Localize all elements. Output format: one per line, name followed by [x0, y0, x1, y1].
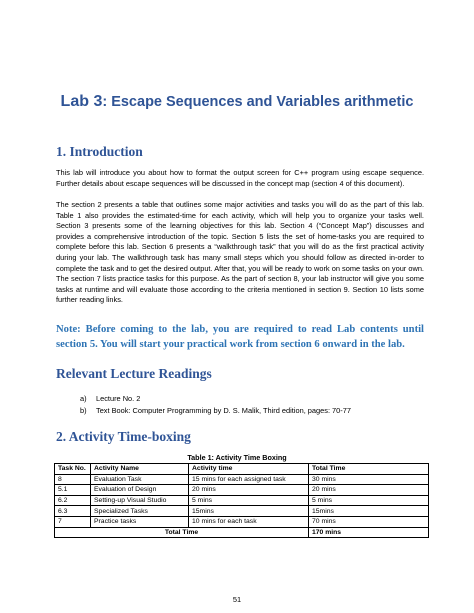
activity-name-cell: Evaluation of Design — [91, 485, 189, 496]
task-no-cell: 7 — [55, 516, 91, 527]
activity-name-cell: Practice tasks — [91, 516, 189, 527]
lab-title-text: : Escape Sequences and Variables arithmetic — [102, 94, 414, 110]
table-row — [55, 506, 429, 517]
table-row — [55, 474, 429, 485]
introduction-paragraph-1: This lab will introduce you about how to format the output screen for C++ program using escape sequence. Further details about escape sequences will be discussed in the concept map (section 4 of this document). — [56, 168, 424, 188]
table-caption: Table 1: Activity Time Boxing — [187, 453, 287, 462]
activity-time-cell: 15mins — [189, 506, 309, 517]
task-no-cell: 6.3 — [55, 506, 91, 517]
activity-time-cell: 5 mins — [189, 495, 309, 506]
task-no-cell: 5.1 — [55, 485, 91, 496]
readings-heading: Relevant Lecture Readings — [56, 366, 212, 381]
activity-time-cell: 20 mins — [189, 485, 309, 496]
table-row — [55, 485, 429, 496]
time-boxing-heading: 2. Activity Time-boxing — [56, 429, 191, 444]
activity-time-cell: 10 mins for each task — [189, 516, 309, 527]
total-time-cell: 20 mins — [309, 485, 429, 496]
total-time-value: 170 mins — [309, 527, 429, 538]
total-time-cell: 5 mins — [309, 495, 429, 506]
activity-time-cell: 15 mins for each assigned task — [189, 474, 309, 485]
total-time-cell: 15mins — [309, 506, 429, 517]
table-row — [55, 495, 429, 506]
activity-name-cell: Specialized Tasks — [91, 506, 189, 517]
table-header-row — [55, 464, 429, 475]
readings-list — [80, 393, 351, 416]
header-activity-time: Activity time — [189, 464, 309, 475]
page-number: 51 — [232, 595, 242, 604]
total-time-label: Total Time — [55, 527, 309, 538]
lab-note: Note: Before coming to the lab, you are required to read Lab contents until section 5. You will start your practical work from section 6 onward in the lab. — [56, 324, 424, 350]
activity-time-table — [54, 463, 429, 538]
list-item — [80, 393, 351, 405]
header-activity-name: Activity Name — [91, 464, 189, 475]
total-time-cell: 70 mins — [309, 516, 429, 527]
activity-name-cell: Evaluation Task — [91, 474, 189, 485]
table-total-row — [55, 527, 429, 538]
introduction-heading: 1. Introduction — [56, 144, 143, 159]
lab-number: Lab 3 — [60, 93, 103, 110]
lab-title — [0, 93, 474, 111]
header-task-no: Task No. — [55, 464, 91, 475]
activity-name-cell: Setting-up Visual Studio — [91, 495, 189, 506]
list-item — [80, 405, 351, 417]
total-time-cell: 30 mins — [309, 474, 429, 485]
list-item-text: Text Book: Computer Programming by D. S. Malik, Third edition, pages: 70-77 — [96, 405, 351, 415]
list-item-text: Lecture No. 2 — [96, 394, 141, 403]
task-no-cell: 8 — [55, 474, 91, 485]
introduction-paragraph-2: The section 2 presents a table that outlines some major activities and tasks you will do as the part of this lab. Table 1 also provides the estimated-time for each activity, which will help you to organize your tasks well. Section 3 presents some of the learning objectives for this lab. Section 4 (“Concept Map”) discusses and provides a comprehensive introduction of the topic. Section 5 lists the set of home-tasks you are required to complete before this lab. Section 6 presents a “walkthrough task” that you will do as the first practical activity during your lab. The walkthrough task has many small steps which you should follow as directed in-order to complete the task and to get the desired output. After that, you will be ready to work on some tasks on your own. The section 7 lists practice tasks for this purpose. As the part of section 8, your lab instructor will give you some tasks at runtime and will evaluate those according to the criteria mentioned in section 9. Section 10 lists some further reading links. — [56, 200, 424, 305]
table-row — [55, 516, 429, 527]
task-no-cell: 6.2 — [55, 495, 91, 506]
header-total-time: Total Time — [309, 464, 429, 475]
list-item-label: b) — [80, 405, 87, 415]
list-item-label: a) — [80, 394, 87, 403]
